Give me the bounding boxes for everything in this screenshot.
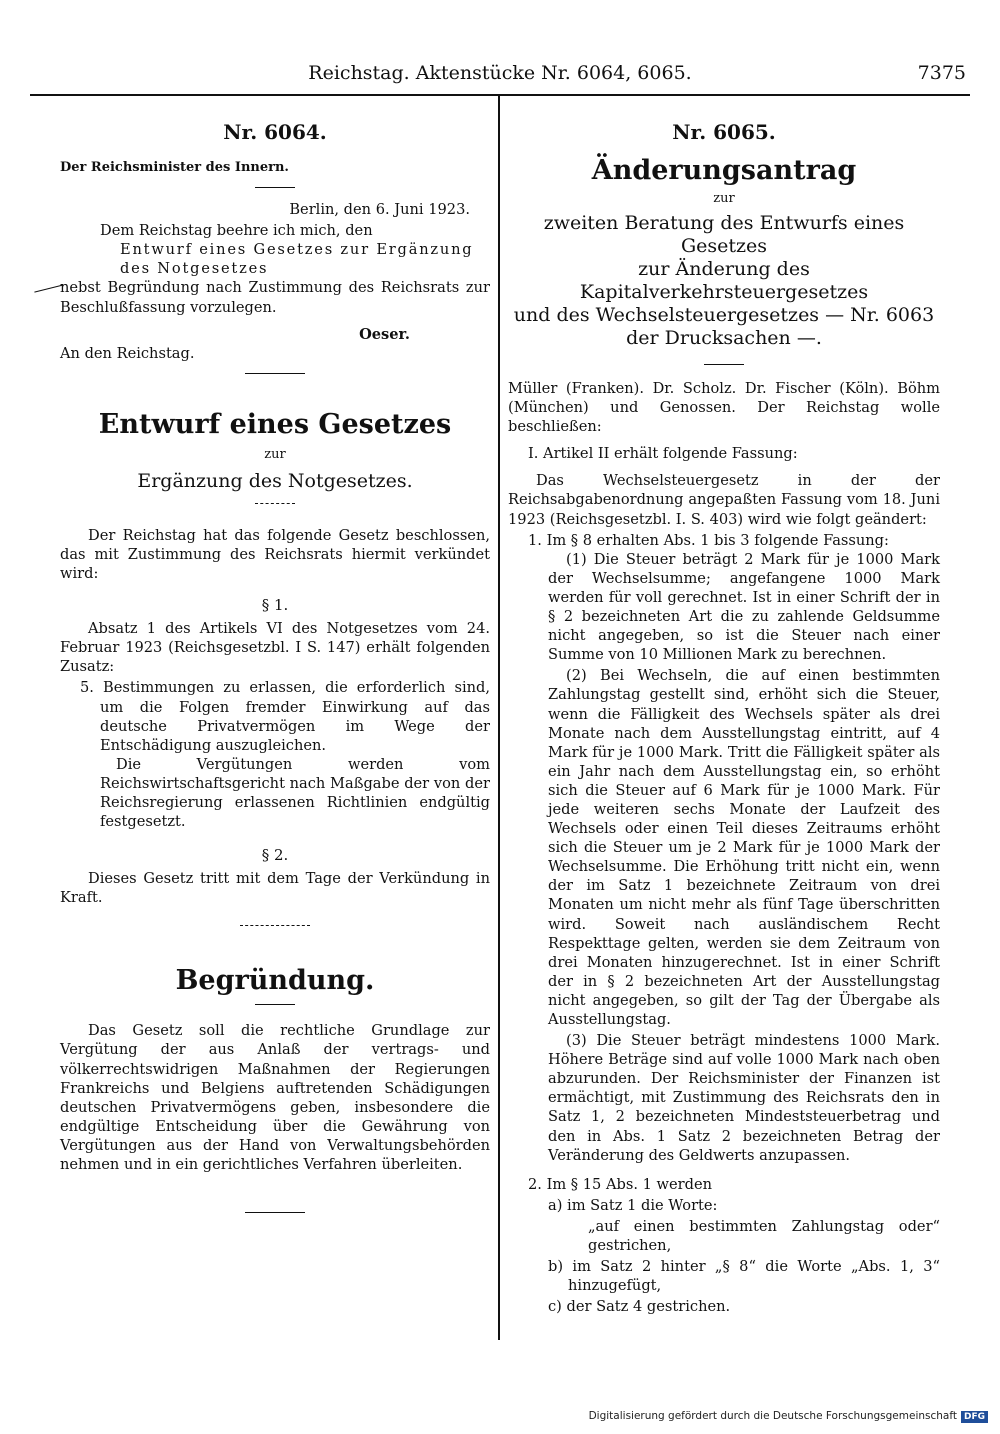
column-divider [498,96,500,1340]
entwurf-line-2: des Notgesetzes [120,260,269,278]
dashed-rule-2 [240,925,310,926]
article-2-heading: I. Artikel II erhält folgende Fassung: [528,445,798,463]
point-2-a: a) im Satz 1 die Worte: [548,1196,718,1214]
begruendung-title: Begründung. [175,965,375,997]
point-2-c: c) der Satz 4 gestrichen. [548,1298,731,1316]
section-rule [245,373,305,374]
short-rule-right [704,364,744,365]
law-title: Entwurf eines Gesetzes [98,408,452,440]
point-1-heading: 1. Im § 8 erhalten Abs. 1 bis 3 folgende Fassung: [528,531,889,549]
law-subtitle: Ergänzung des Notgesetzes. [137,469,413,492]
law-zur: zur [264,446,286,462]
amendment-zur: zur [713,191,735,206]
footer-credit [589,1410,988,1423]
right-column [508,120,940,1316]
subtitle-line-2: zur Änderung des Kapitalverkehrsteuergesetzes [579,258,869,303]
article-2-text: Das Wechselsteuergesetz in der der Reichsabgabenordnung angepaßten Fassung vom 18. Juni 1923 (Reichsgesetzbl. I. S. 403) wird wie folgt geändert: [508,472,940,528]
end-rule [245,1212,305,1213]
amendment-title: Änderungsantrag [591,155,857,186]
point-1-abs-2: (2) Bei Wechseln, die auf einen bestimmten Zahlungstag gestellt sind, erhöht sich die Steuer, wenn die Fälligkeit des Wechsels später als drei Monate nach dem Ausstellungstag eintritt, auf 4 Mark für je 1000 Mark. Tritt die Fälligkeit später als ein Jahr nach dem Ausstellungstag ein, so erhöht sich die Steuer auf 6 Mark für je 1000 Mark. Für jede weiteren sechs Monate der Laufzeit des Wechsels oder einen Teil dieses Zeitraums erhöht sich die Steuer um je 2 Mark für je 1000 Mark der Wechselsumme. Die Erhöhung tritt nicht ein, wenn der im Satz 1 bezeichnete Zeitraum von drei Monaten um nicht mehr als fünf Tage überschritten wird. Soweit nach ausländischem Recht Respekttage gelten, werden sie dem Zeitraum von drei Monaten hinzugerechnet. Ist in einer Schrift der in § 2 bezeichneten Art der Ausstellungstag nicht angegeben, so gilt der Tag der Übergabe als Ausstellungstag. [548,667,940,1028]
subtitle-line-1: zweiten Beratung des Entwurfs eines Gesetzes [543,212,905,257]
section-1-text: Absatz 1 des Artikels VI des Notgesetzes vom 24. Februar 1923 (Reichsgesetzbl. I S. 147) erhält folgenden Zusatz: [60,620,490,676]
document-number-6065: Nr. 6065. [672,120,776,144]
section-2-heading: § 2. [261,846,289,865]
signature: Oeser. [359,325,410,343]
dashed-rule [255,503,295,504]
sender: Der Reichsminister des Innern. [60,160,289,175]
place-date: Berlin, den 6. Juni 1923. [289,201,470,219]
short-rule [255,187,295,188]
intro-line: Dem Reichstag beehre ich mich, den [100,222,373,240]
page-header [30,58,970,96]
entwurf-line-1: Entwurf eines Gesetzes zur Ergänzung [120,241,474,259]
section-1-item-5: 5. Bestimmungen zu erlassen, die erforderlich sind, um die Folgen fremder Einwirkung auf das deutsche Privatvermögen im Wege der Entschädigung auszugleichen. [80,679,490,754]
nebst-text: nebst Begründung nach Zustimmung des Reichsrats zur Beschlußfassung vorzulegen. [60,279,490,316]
addressee: An den Reichstag. [60,344,195,362]
preamble: Der Reichstag hat das folgende Gesetz beschlossen, das mit Zustimmung des Reichsrats hiermit verkündet wird: [60,526,490,583]
running-title: Reichstag. Aktenstücke Nr. 6064, 6065. [308,62,692,84]
point-1-abs-3: (3) Die Steuer beträgt mindestens 1000 Mark. Höhere Beträge sind auf volle 1000 Mark nach oben abzurunden. Der Reichsminister der Finanzen ist ermächtigt, mit Zustimmung des Reichsrats den in Satz 1, 2 bezeichneten Mindeststeuerbetrag und den in Abs. 1 Satz 2 bezeichneten Betrag der Veränderung des Geldwerts anzupassen. [548,1032,940,1164]
point-1-abs-1: (1) Die Steuer beträgt 2 Mark für je 1000 Mark der Wechselsumme; angefangene 1000 Mark werden für voll gerechnet. Ist in einer Schrift der in § 2 bezeichneten Art die zu zahlende Geldsumme nicht angegeben, so ist die Steuer nach einer Summe von 10 Millionen Mark zu berechnen. [548,550,940,664]
document-number-6064: Nr. 6064. [223,120,327,144]
footer-text: Digitalisierung gefördert durch die Deutsche Forschungsgemeinschaft [588,1410,957,1422]
movers: Müller (Franken). Dr. Scholz. Dr. Fischer (Köln). Böhm (München) und Genossen. Der Reichstag wolle beschließen: [508,380,940,436]
subtitle-line-3: und des Wechselsteuergesetzes — Nr. 6063 [513,304,935,326]
section-2-text: Dieses Gesetz tritt mit dem Tage der Verkündung in Kraft. [60,870,490,907]
section-1-item-cont: Die Vergütungen werden vom Reichswirtschaftsgericht nach Maßgabe der von der Reichsregierung erlassenen Richtlinien endgültig festgesetzt. [100,755,490,831]
point-2-heading: 2. Im § 15 Abs. 1 werden [528,1175,713,1193]
dfg-logo: DFG [961,1411,988,1423]
subtitle-line-4: der Drucksachen —. [626,327,822,349]
section-1-heading: § 1. [261,596,289,615]
left-column [60,120,490,1213]
page-number: 7375 [917,62,966,84]
short-rule-2 [255,1004,295,1005]
point-2-a-quote: „auf einen bestimmten Zahlungstag oder“ gestrichen, [588,1217,940,1255]
begruendung-text: Das Gesetz soll die rechtliche Grundlage zur Vergütung der aus Anlaß der vertrags- und völkerrechtswidrigen Maßnahmen der Regierungen Frankreichs und Belgiens auftretenden Schädigungen deutschen Privatvermögens geben, insbesondere die endgültige Entscheidung über die Gewährung von Vergütungen aus der Hand von Verwaltungsbehörden nehmen und in ein gerichtliches Verfahren überleiten. [60,1022,490,1173]
point-2-b: b) im Satz 2 hinter „§ 8“ die Worte „Abs. 1, 3“ hinzugefügt, [548,1258,940,1295]
